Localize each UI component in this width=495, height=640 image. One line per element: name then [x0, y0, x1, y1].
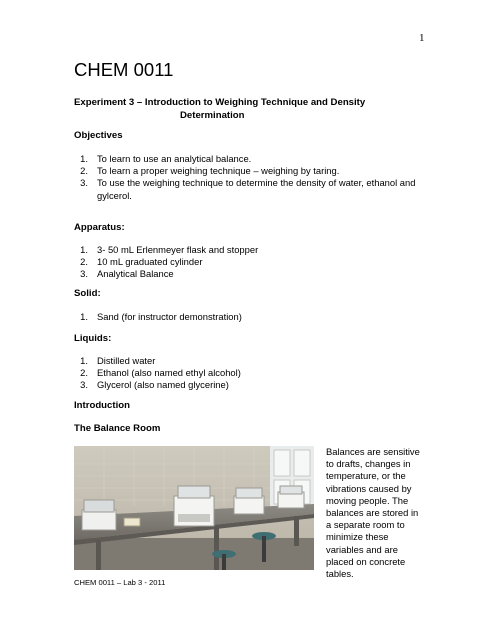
list-text: To learn a proper weighing technique – weighing by taring. [97, 165, 340, 177]
liquids-list [74, 355, 434, 392]
solid-heading: Solid: [74, 288, 101, 299]
list-text: Sand (for instructor demonstration) [97, 311, 242, 322]
list-text: 3- 50 mL Erlenmeyer flask and stopper [97, 244, 259, 255]
list-number: 2. [80, 256, 88, 268]
list-item [74, 355, 434, 367]
balance-room-photo [74, 446, 314, 570]
list-item [74, 311, 434, 323]
apparatus-list [74, 244, 434, 281]
list-item [74, 379, 434, 391]
experiment-title [74, 96, 434, 122]
liquids-heading: Liquids: [74, 333, 112, 344]
page-number: 1 [419, 32, 425, 44]
list-item [74, 268, 434, 280]
list-item [74, 165, 434, 177]
list-number: 1. [80, 355, 88, 366]
list-item [74, 256, 434, 268]
solid-list [74, 311, 434, 323]
list-text: To use the weighing technique to determine the density of water, ethanol and gylcerol. [97, 177, 416, 201]
balance-room-description: Balances are sensitive to drafts, changes in temperature, or the vibrations caused by moving people. The balances are stored in a separate room to minimize these variables and are placed on concrete tables. [326, 446, 420, 580]
balance-room-heading: The Balance Room [74, 423, 161, 434]
list-number: 1. [80, 244, 88, 255]
experiment-title-line1: Experiment 3 – Introduction to Weighing Technique and Density [74, 97, 366, 108]
list-number: 3. [80, 268, 88, 280]
list-number: 3. [80, 379, 88, 391]
list-item [74, 244, 434, 256]
list-number: 3. [80, 177, 88, 189]
list-number: 1. [80, 153, 88, 164]
list-text: Distilled water [97, 355, 156, 366]
list-text: 10 mL graduated cylinder [97, 256, 203, 268]
list-item [74, 177, 434, 201]
list-text: Analytical Balance [97, 268, 174, 280]
list-item [74, 367, 434, 379]
list-number: 2. [80, 367, 88, 379]
page-footer: CHEM 0011 – Lab 3 - 2011 [74, 578, 166, 587]
list-number: 1. [80, 311, 88, 322]
objectives-list [74, 153, 434, 202]
list-text: Ethanol (also named ethyl alcohol) [97, 367, 241, 379]
list-text: Glycerol (also named glycerine) [97, 379, 229, 391]
introduction-heading: Introduction [74, 400, 130, 411]
document-title: CHEM 0011 [74, 59, 174, 80]
apparatus-heading: Apparatus: [74, 222, 125, 233]
list-number: 2. [80, 165, 88, 177]
list-item [74, 153, 434, 165]
list-text: To learn to use an analytical balance. [97, 153, 252, 164]
experiment-title-line2: Determination [180, 110, 245, 121]
objectives-heading: Objectives [74, 130, 123, 141]
